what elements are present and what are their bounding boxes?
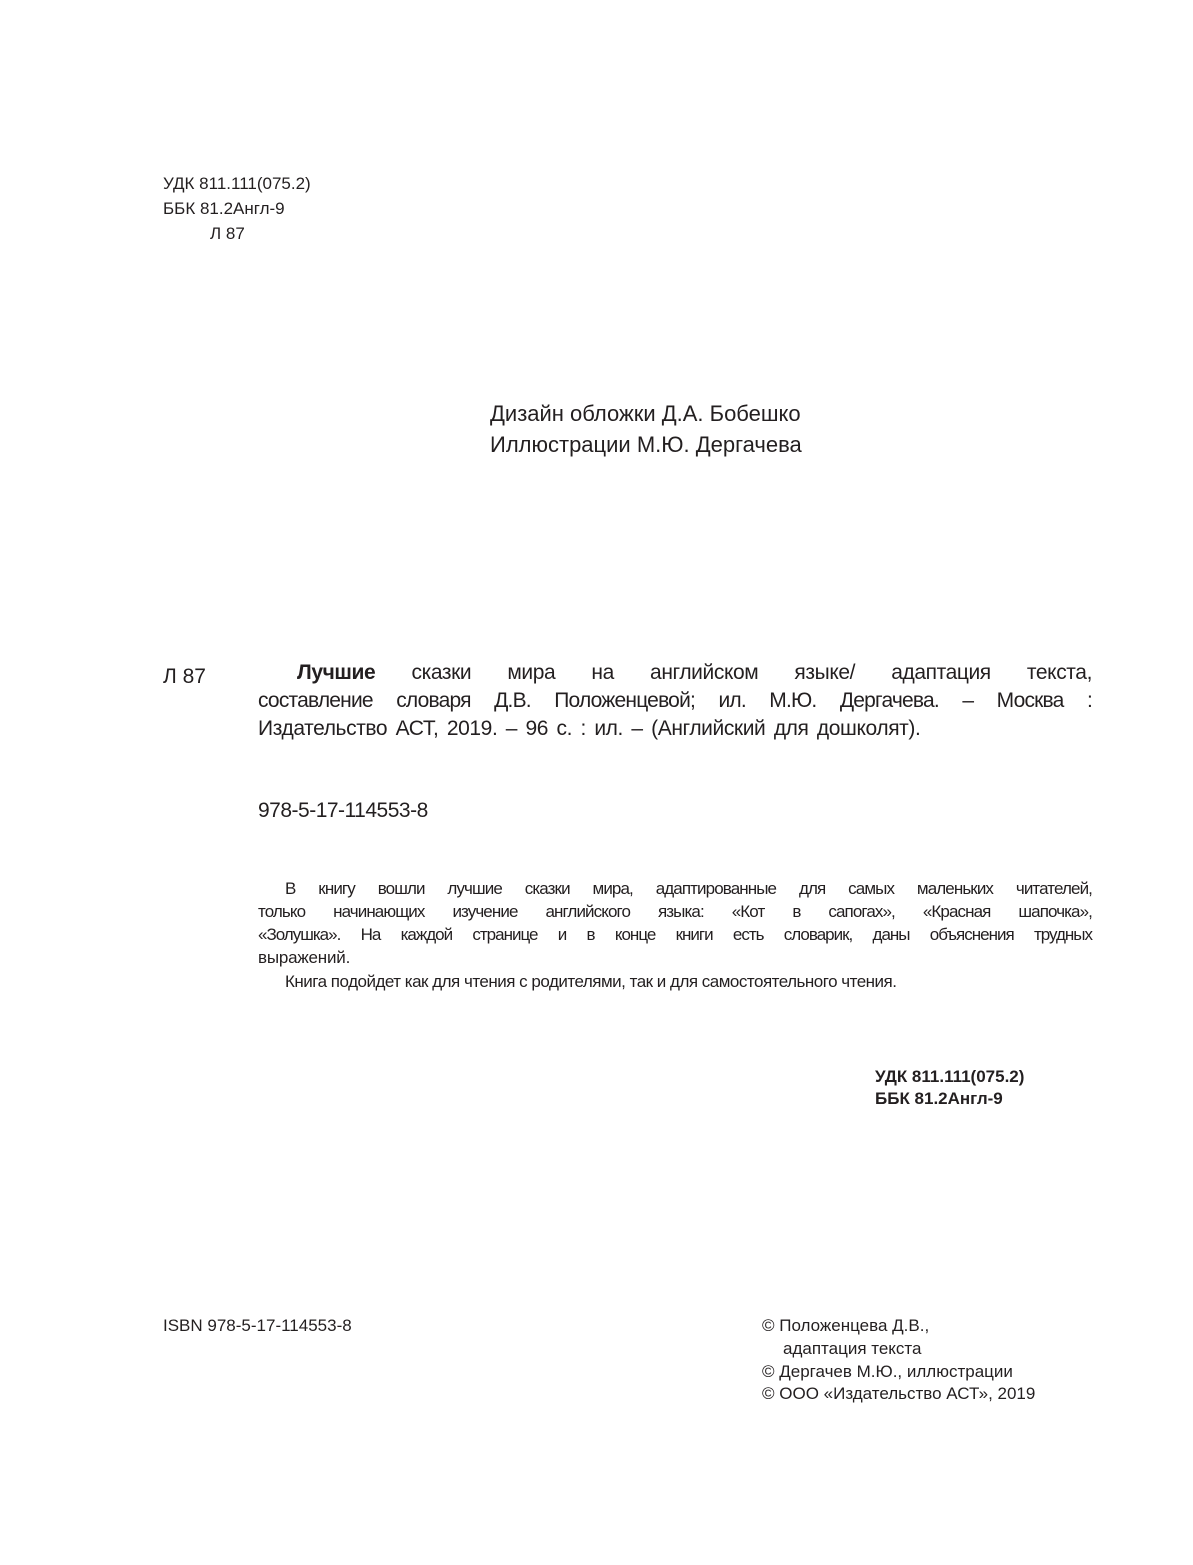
cover-design-credit: Дизайн обложки Д.А. Бобешко	[490, 401, 801, 426]
annotation-line-5: Книга подойдет как для чтения с родителями, так и для самостоятельного чтения.	[285, 972, 897, 991]
bib-sign: Л 87	[163, 665, 206, 688]
copyright-illustrator: © Дергачев М.Ю., иллюстрации	[762, 1362, 1013, 1381]
isbn: ISBN 978-5-17-114553-8	[163, 1316, 352, 1335]
footer-bbk-code: ББК 81.2Англ-9	[875, 1089, 1003, 1108]
illustrations-credit: Иллюстрации М.Ю. Дергачева	[490, 432, 802, 457]
annotation-line-3: «Золушка». На каждой странице и в конце книги есть словарик, даны объяснения трудных	[258, 925, 1092, 944]
author-sign: Л 87	[210, 224, 245, 243]
bib-line-2: составление словаря Д.В. Положенцевой; ил. М.Ю. Дергачева. – Москва :	[258, 689, 1092, 712]
udk-code: УДК 811.111(075.2)	[163, 174, 311, 193]
copyright-adapter-role: адаптация текста	[783, 1339, 922, 1358]
bbk-code: ББК 81.2Англ-9	[163, 199, 285, 218]
bib-line-3: Издательство АСТ, 2019. – 96 с. : ил. – (Английский для дошколят).	[258, 717, 921, 740]
annotation-line-4: выражений.	[258, 948, 351, 967]
bib-title-bold: Лучшие	[297, 661, 376, 684]
copyright-adapter: © Положенцева Д.В.,	[762, 1316, 930, 1335]
bib-line-1-text: сказки мира на английском языке/ адаптация текста,	[411, 661, 1093, 684]
bib-line-1	[297, 662, 1092, 683]
copyright-publisher: © ООО «Издательство АСТ», 2019	[762, 1384, 1036, 1403]
annotation-line-1: В книгу вошли лучшие сказки мира, адаптированные для самых маленьких читателей,	[285, 879, 1092, 898]
footer-udk-code: УДК 811.111(075.2)	[875, 1067, 1025, 1086]
annotation-line-2: только начинающих изучение английского языка: «Кот в сапогах», «Красная шапочка»,	[258, 902, 1092, 921]
bib-isbn: 978-5-17-114553-8	[258, 799, 428, 822]
